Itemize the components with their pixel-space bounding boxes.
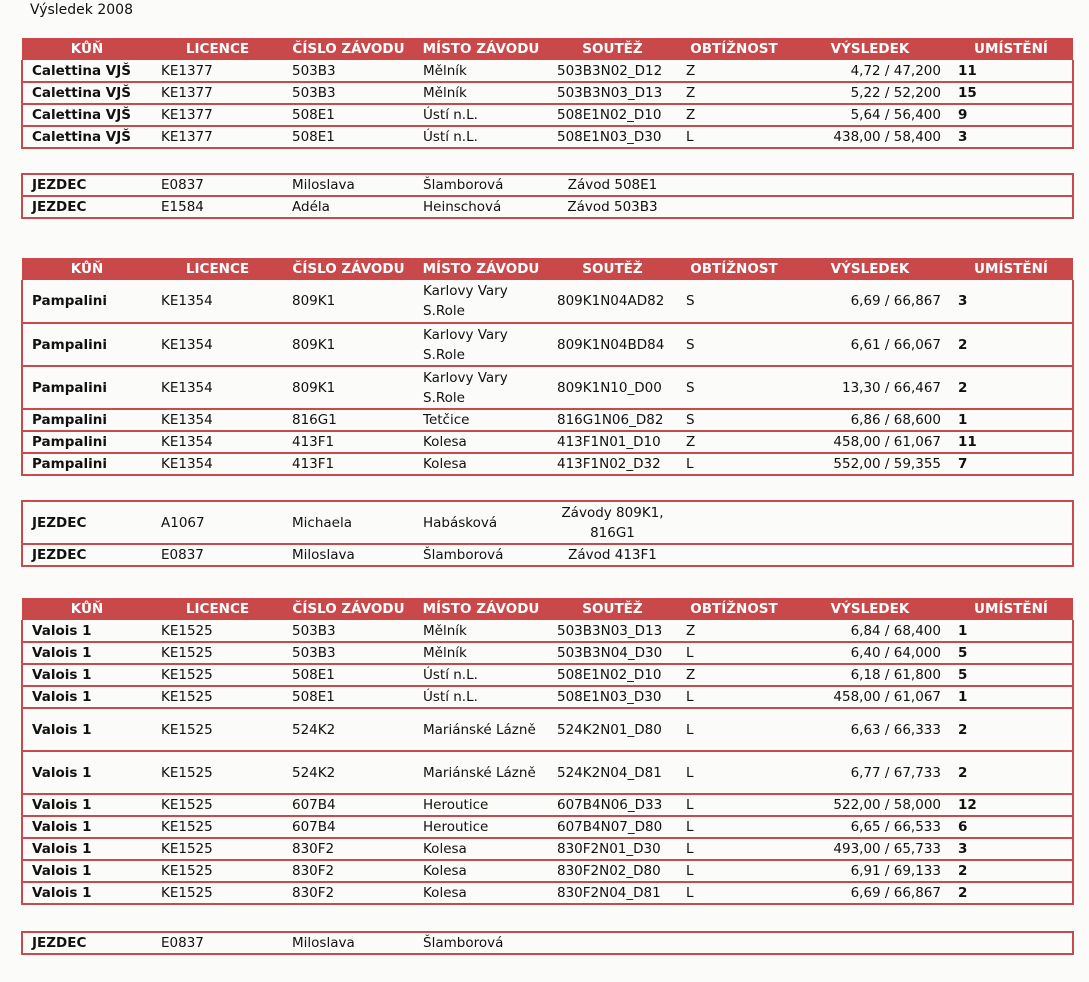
cell-rider-race: Závod 413F1: [548, 544, 677, 566]
cell-vysledek: 4,72 / 47,200: [791, 60, 949, 82]
cell-vysledek: 458,00 / 61,067: [791, 431, 949, 453]
col-header-licence: LICENCE: [152, 258, 283, 280]
cell-rider-licence: E0837: [152, 174, 283, 196]
cell-rider-label: JEZDEC: [22, 196, 152, 218]
col-header-kun: KŮŇ: [22, 258, 152, 280]
table-row: [22, 642, 1073, 664]
cell-rider-first-name: Miloslava: [283, 544, 414, 566]
rider-row: [22, 501, 1073, 544]
cell-rider-label: JEZDEC: [22, 174, 152, 196]
cell-licence: KE1525: [152, 620, 283, 642]
cell-vysledek: 552,00 / 59,355: [791, 453, 949, 475]
table-row: [22, 882, 1073, 904]
table-row: [22, 860, 1073, 882]
cell-rider-licence: E0837: [152, 932, 283, 954]
cell-soutez: 809K1N10_D00: [548, 366, 677, 409]
cell-obtiznost: L: [677, 126, 791, 148]
results-table: [21, 598, 1074, 905]
cell-licence: KE1525: [152, 664, 283, 686]
cell-misto: Kolesa: [414, 453, 548, 475]
cell-rider-race: [548, 932, 677, 954]
table-row: [22, 60, 1073, 82]
cell-obtiznost: L: [677, 882, 791, 904]
col-header-misto: MÍSTO ZÁVODU: [414, 598, 548, 620]
cell-obtiznost: L: [677, 708, 791, 751]
cell-soutez: 508E1N03_D30: [548, 686, 677, 708]
cell-cislo: 809K1: [283, 280, 414, 323]
cell-soutez: 503B3N03_D13: [548, 82, 677, 104]
cell-kun: Pampalini: [22, 366, 152, 409]
cell-obtiznost: L: [677, 860, 791, 882]
rider-table: [21, 931, 1074, 955]
cell-licence: KE1354: [152, 323, 283, 366]
cell-kun: Pampalini: [22, 280, 152, 323]
cell-misto: Mělník: [414, 620, 548, 642]
col-header-vysledek: VÝSLEDEK: [791, 598, 949, 620]
cell-licence: KE1354: [152, 280, 283, 323]
cell-vysledek: 493,00 / 65,733: [791, 838, 949, 860]
results-table: [21, 258, 1074, 476]
cell-misto: Kolesa: [414, 431, 548, 453]
col-header-obtiznost: OBTÍŽNOST: [677, 38, 791, 60]
cell-kun: Valois 1: [22, 860, 152, 882]
horse-section: [21, 38, 1072, 149]
cell-soutez: 524K2N01_D80: [548, 708, 677, 751]
cell-vysledek: 6,63 / 66,333: [791, 708, 949, 751]
cell-misto: Karlovy Vary S.Role: [414, 280, 548, 323]
cell-vysledek: 6,77 / 67,733: [791, 751, 949, 794]
cell-cislo: 830F2: [283, 882, 414, 904]
cell-rider-race: Závod 508E1: [548, 174, 677, 196]
col-header-vysledek: VÝSLEDEK: [791, 258, 949, 280]
cell-rider-first-name: Miloslava: [283, 174, 414, 196]
cell-licence: KE1525: [152, 686, 283, 708]
table-row: [22, 366, 1073, 409]
cell-umisteni: 2: [949, 323, 1073, 366]
cell-vysledek: 438,00 / 58,400: [791, 126, 949, 148]
horse-section: [21, 598, 1072, 905]
cell-licence: KE1354: [152, 366, 283, 409]
cell-cislo: 524K2: [283, 751, 414, 794]
cell-umisteni: 3: [949, 280, 1073, 323]
cell-vysledek: 6,86 / 68,600: [791, 409, 949, 431]
cell-soutez: 830F2N04_D81: [548, 882, 677, 904]
cell-cislo: 508E1: [283, 104, 414, 126]
cell-kun: Calettina VJŠ: [22, 126, 152, 148]
cell-licence: KE1525: [152, 642, 283, 664]
cell-cislo: 503B3: [283, 620, 414, 642]
cell-misto: Ústí n.L.: [414, 686, 548, 708]
col-header-obtiznost: OBTÍŽNOST: [677, 598, 791, 620]
cell-umisteni: 5: [949, 642, 1073, 664]
cell-misto: Kolesa: [414, 860, 548, 882]
cell-licence: KE1525: [152, 860, 283, 882]
horse-section: [21, 258, 1072, 476]
cell-rider-first-name: Michaela: [283, 501, 414, 544]
cell-rider-last-name: Šlamborová: [414, 932, 548, 954]
cell-kun: Calettina VJŠ: [22, 104, 152, 126]
cell-soutez: 830F2N02_D80: [548, 860, 677, 882]
cell-obtiznost: L: [677, 453, 791, 475]
cell-cislo: 809K1: [283, 323, 414, 366]
results-table: [21, 38, 1074, 149]
cell-vysledek: 522,00 / 58,000: [791, 794, 949, 816]
cell-umisteni: 9: [949, 104, 1073, 126]
cell-rider-last-name: Šlamborová: [414, 544, 548, 566]
cell-licence: KE1377: [152, 60, 283, 82]
cell-rider-last-name: Heinschová: [414, 196, 548, 218]
cell-cislo: 830F2: [283, 838, 414, 860]
table-row: [22, 453, 1073, 475]
cell-kun: Pampalini: [22, 431, 152, 453]
cell-soutez: 508E1N03_D30: [548, 126, 677, 148]
cell-obtiznost: Z: [677, 82, 791, 104]
cell-misto: Ústí n.L.: [414, 126, 548, 148]
cell-kun: Valois 1: [22, 686, 152, 708]
cell-misto: Mělník: [414, 60, 548, 82]
cell-vysledek: 5,64 / 56,400: [791, 104, 949, 126]
cell-rider-licence: A1067: [152, 501, 283, 544]
cell-obtiznost: Z: [677, 104, 791, 126]
table-row: [22, 280, 1073, 323]
cell-misto: Mariánské Lázně: [414, 751, 548, 794]
cell-soutez: 508E1N02_D10: [548, 664, 677, 686]
cell-kun: Valois 1: [22, 882, 152, 904]
cell-obtiznost: L: [677, 686, 791, 708]
table-row: [22, 431, 1073, 453]
table-row: [22, 838, 1073, 860]
cell-umisteni: 3: [949, 838, 1073, 860]
cell-obtiznost: Z: [677, 664, 791, 686]
table-row: [22, 82, 1073, 104]
cell-umisteni: 2: [949, 860, 1073, 882]
cell-vysledek: 5,22 / 52,200: [791, 82, 949, 104]
cell-vysledek: 6,61 / 66,067: [791, 323, 949, 366]
cell-misto: Mariánské Lázně: [414, 708, 548, 751]
cell-cislo: 508E1: [283, 126, 414, 148]
cell-obtiznost: Z: [677, 620, 791, 642]
cell-soutez: 503B3N03_D13: [548, 620, 677, 642]
cell-umisteni: 2: [949, 366, 1073, 409]
rider-table: [21, 173, 1074, 219]
page-title: Výsledek 2008: [30, 2, 133, 18]
cell-kun: Valois 1: [22, 816, 152, 838]
cell-kun: Pampalini: [22, 453, 152, 475]
cell-cislo: 607B4: [283, 816, 414, 838]
cell-soutez: 830F2N01_D30: [548, 838, 677, 860]
cell-obtiznost: S: [677, 323, 791, 366]
cell-vysledek: 458,00 / 61,067: [791, 686, 949, 708]
cell-cislo: 413F1: [283, 453, 414, 475]
table-row: [22, 816, 1073, 838]
cell-vysledek: 6,91 / 69,133: [791, 860, 949, 882]
cell-obtiznost: S: [677, 409, 791, 431]
cell-vysledek: 6,69 / 66,867: [791, 280, 949, 323]
cell-licence: KE1377: [152, 82, 283, 104]
cell-misto: Kolesa: [414, 838, 548, 860]
cell-obtiznost: S: [677, 280, 791, 323]
col-header-cislo: ČÍSLO ZÁVODU: [283, 38, 414, 60]
cell-misto: Ústí n.L.: [414, 104, 548, 126]
cell-rider-label: JEZDEC: [22, 932, 152, 954]
cell-licence: KE1525: [152, 708, 283, 751]
col-header-vysledek: VÝSLEDEK: [791, 38, 949, 60]
cell-licence: KE1377: [152, 104, 283, 126]
cell-kun: Pampalini: [22, 409, 152, 431]
cell-cislo: 607B4: [283, 794, 414, 816]
cell-obtiznost: L: [677, 838, 791, 860]
col-header-soutez: SOUTĚŽ: [548, 598, 677, 620]
cell-umisteni: 6: [949, 816, 1073, 838]
cell-licence: KE1525: [152, 838, 283, 860]
header-row: [22, 598, 1073, 620]
cell-rider-race: Závod 503B3: [548, 196, 677, 218]
cell-kun: Valois 1: [22, 838, 152, 860]
cell-rider-last-name: Habásková: [414, 501, 548, 544]
cell-misto: Kolesa: [414, 882, 548, 904]
cell-obtiznost: Z: [677, 431, 791, 453]
cell-misto: Heroutice: [414, 794, 548, 816]
cell-licence: KE1525: [152, 794, 283, 816]
cell-umisteni: 12: [949, 794, 1073, 816]
cell-umisteni: 5: [949, 664, 1073, 686]
col-header-kun: KŮŇ: [22, 38, 152, 60]
cell-umisteni: 15: [949, 82, 1073, 104]
cell-obtiznost: L: [677, 794, 791, 816]
col-header-cislo: ČÍSLO ZÁVODU: [283, 258, 414, 280]
cell-kun: Calettina VJŠ: [22, 82, 152, 104]
cell-licence: KE1377: [152, 126, 283, 148]
col-header-soutez: SOUTĚŽ: [548, 38, 677, 60]
cell-cislo: 524K2: [283, 708, 414, 751]
cell-obtiznost: L: [677, 751, 791, 794]
cell-licence: KE1354: [152, 409, 283, 431]
cell-cislo: 503B3: [283, 60, 414, 82]
cell-misto: Tetčice: [414, 409, 548, 431]
cell-misto: Ústí n.L.: [414, 664, 548, 686]
cell-licence: KE1525: [152, 751, 283, 794]
cell-kun: Valois 1: [22, 708, 152, 751]
cell-rider-licence: E1584: [152, 196, 283, 218]
cell-kun: Pampalini: [22, 323, 152, 366]
col-header-misto: MÍSTO ZÁVODU: [414, 258, 548, 280]
col-header-cislo: ČÍSLO ZÁVODU: [283, 598, 414, 620]
table-row: [22, 708, 1073, 751]
cell-soutez: 809K1N04AD82: [548, 280, 677, 323]
rider-section: [21, 173, 1072, 219]
col-header-umisteni: UMÍSTĚNÍ: [949, 598, 1073, 620]
rider-row: [22, 932, 1073, 954]
cell-cislo: 503B3: [283, 642, 414, 664]
cell-misto: Mělník: [414, 82, 548, 104]
col-header-obtiznost: OBTÍŽNOST: [677, 258, 791, 280]
table-row: [22, 126, 1073, 148]
rider-section: [21, 500, 1072, 567]
rider-row: [22, 196, 1073, 218]
cell-vysledek: 6,40 / 64,000: [791, 642, 949, 664]
cell-kun: Valois 1: [22, 794, 152, 816]
rider-table: [21, 500, 1074, 567]
cell-umisteni: 7: [949, 453, 1073, 475]
col-header-licence: LICENCE: [152, 38, 283, 60]
table-row: [22, 104, 1073, 126]
cell-cislo: 508E1: [283, 664, 414, 686]
cell-misto: Karlovy Vary S.Role: [414, 323, 548, 366]
table-row: [22, 323, 1073, 366]
cell-vysledek: 6,69 / 66,867: [791, 882, 949, 904]
rider-row: [22, 174, 1073, 196]
cell-soutez: 503B3N02_D12: [548, 60, 677, 82]
cell-umisteni: 11: [949, 431, 1073, 453]
rider-section: [21, 931, 1072, 955]
table-row: [22, 409, 1073, 431]
cell-cislo: 830F2: [283, 860, 414, 882]
cell-cislo: 503B3: [283, 82, 414, 104]
cell-licence: KE1525: [152, 882, 283, 904]
header-row: [22, 258, 1073, 280]
col-header-misto: MÍSTO ZÁVODU: [414, 38, 548, 60]
cell-cislo: 413F1: [283, 431, 414, 453]
cell-vysledek: 6,65 / 66,533: [791, 816, 949, 838]
col-header-licence: LICENCE: [152, 598, 283, 620]
table-row: [22, 620, 1073, 642]
cell-soutez: 524K2N04_D81: [548, 751, 677, 794]
rider-row: [22, 544, 1073, 566]
cell-rider-label: JEZDEC: [22, 544, 152, 566]
cell-licence: KE1354: [152, 431, 283, 453]
cell-umisteni: 2: [949, 751, 1073, 794]
cell-rider-last-name: Šlamborová: [414, 174, 548, 196]
cell-kun: Valois 1: [22, 751, 152, 794]
cell-cislo: 809K1: [283, 366, 414, 409]
col-header-soutez: SOUTĚŽ: [548, 258, 677, 280]
cell-rider-label: JEZDEC: [22, 501, 152, 544]
cell-umisteni: 3: [949, 126, 1073, 148]
cell-umisteni: 1: [949, 409, 1073, 431]
cell-umisteni: 1: [949, 686, 1073, 708]
cell-soutez: 413F1N02_D32: [548, 453, 677, 475]
cell-kun: Valois 1: [22, 664, 152, 686]
cell-licence: KE1525: [152, 816, 283, 838]
table-row: [22, 751, 1073, 794]
table-row: [22, 686, 1073, 708]
cell-vysledek: 6,18 / 61,800: [791, 664, 949, 686]
cell-vysledek: 6,84 / 68,400: [791, 620, 949, 642]
cell-rider-first-name: Miloslava: [283, 932, 414, 954]
table-row: [22, 794, 1073, 816]
cell-obtiznost: L: [677, 642, 791, 664]
cell-cislo: 508E1: [283, 686, 414, 708]
cell-obtiznost: Z: [677, 60, 791, 82]
cell-kun: Calettina VJŠ: [22, 60, 152, 82]
cell-obtiznost: L: [677, 816, 791, 838]
cell-umisteni: 1: [949, 620, 1073, 642]
cell-misto: Mělník: [414, 642, 548, 664]
cell-soutez: 508E1N02_D10: [548, 104, 677, 126]
cell-rider-licence: E0837: [152, 544, 283, 566]
cell-soutez: 607B4N07_D80: [548, 816, 677, 838]
cell-kun: Valois 1: [22, 620, 152, 642]
cell-umisteni: 2: [949, 882, 1073, 904]
cell-soutez: 413F1N01_D10: [548, 431, 677, 453]
col-header-umisteni: UMÍSTĚNÍ: [949, 258, 1073, 280]
cell-umisteni: 11: [949, 60, 1073, 82]
cell-soutez: 607B4N06_D33: [548, 794, 677, 816]
cell-rider-first-name: Adéla: [283, 196, 414, 218]
cell-soutez: 809K1N04BD84: [548, 323, 677, 366]
col-header-kun: KŮŇ: [22, 598, 152, 620]
cell-umisteni: 2: [949, 708, 1073, 751]
header-row: [22, 38, 1073, 60]
cell-cislo: 816G1: [283, 409, 414, 431]
cell-misto: Karlovy Vary S.Role: [414, 366, 548, 409]
table-row: [22, 664, 1073, 686]
cell-soutez: 816G1N06_D82: [548, 409, 677, 431]
cell-vysledek: 13,30 / 66,467: [791, 366, 949, 409]
col-header-umisteni: UMÍSTĚNÍ: [949, 38, 1073, 60]
cell-obtiznost: S: [677, 366, 791, 409]
cell-rider-race: Závody 809K1, 816G1: [548, 501, 677, 544]
cell-kun: Valois 1: [22, 642, 152, 664]
cell-licence: KE1354: [152, 453, 283, 475]
cell-soutez: 503B3N04_D30: [548, 642, 677, 664]
cell-misto: Heroutice: [414, 816, 548, 838]
